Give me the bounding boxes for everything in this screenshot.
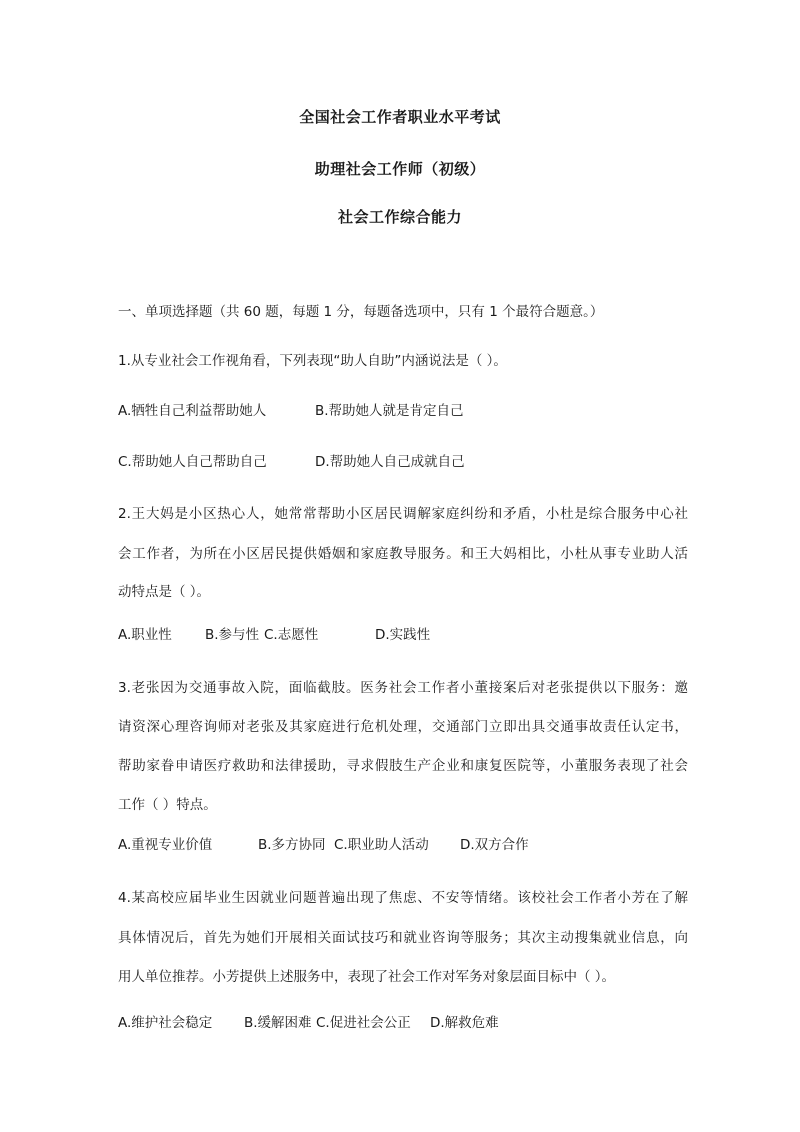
question-3-option-d: D.双方合作 — [460, 837, 529, 853]
question-3-text-line-2: 请资深心理咨询师对老张及其家庭进行危机处理，交通部门立即出具交通事故责任认定书， — [118, 719, 688, 735]
question-1-text: 1.从专业社会工作视角看，下列表现“助人自助”内涵说法是（ ）。 — [118, 353, 507, 369]
question-2-text-line-2: 会工作者，为所在小区居民提供婚姻和家庭教导服务。和王大妈相比，小杜从事专业助人活 — [118, 546, 688, 562]
question-3-option-b: B.多方协同 — [258, 837, 326, 853]
question-2-text-line-3: 动特点是（ ）。 — [118, 584, 211, 600]
question-2-option-b: B.参与性 — [205, 627, 260, 643]
question-3-text-line-4: 工作（ ）特点。 — [118, 797, 217, 813]
question-4-text-line-1: 4.某高校应届毕业生因就业问题普遍出现了焦虑、不安等情绪。该校社会工作者小芳在了解 — [118, 890, 688, 906]
question-2-text-line-1: 2.王大妈是小区热心人，她常常帮助小区居民调解家庭纠纷和矛盾，小杜是综合服务中心社 — [118, 506, 688, 522]
question-3-text-line-1: 3.老张因为交通事故入院，面临截肢。医务社会工作者小董接案后对老张提供以下服务：邀 — [118, 680, 688, 696]
question-3-option-c: C.职业助人活动 — [334, 837, 429, 853]
question-2-option-d: D.实践性 — [375, 627, 431, 643]
question-4-option-a: A.维护社会稳定 — [118, 1015, 213, 1031]
question-3-option-a: A.重视专业价值 — [118, 837, 213, 853]
exam-subject-title: 社会工作综合能力 — [337, 208, 462, 226]
question-4-text-line-2: 具体情况后，首先为她们开展相关面试技巧和就业咨询等服务；其次主动搜集就业信息，向 — [118, 930, 688, 946]
exam-title: 全国社会工作者职业水平考试 — [299, 108, 501, 126]
question-2-option-c: C.志愿性 — [264, 627, 319, 643]
question-4-option-c: C.促进社会公正 — [316, 1015, 411, 1031]
question-4-option-d: D.解救危难 — [430, 1015, 499, 1031]
question-2-option-a: A.职业性 — [118, 627, 172, 643]
question-4-option-b: B.缓解困难 — [244, 1015, 312, 1031]
question-1-option-c: C.帮助她人自己帮助自己 — [118, 454, 267, 470]
exam-level-title: 助理社会工作师（初级） — [314, 160, 486, 178]
question-1-option-b: B.帮助她人就是肯定自己 — [315, 403, 464, 419]
question-3-text-line-3: 帮助家眷申请医疗救助和法律援助，寻求假肢生产企业和康复医院等，小董服务表现了社会 — [118, 758, 688, 774]
question-4-text-line-3: 用人单位推荐。小芳提供上述服务中，表现了社会工作对军务对象层面目标中（ ）。 — [118, 969, 616, 985]
question-1-option-d: D.帮助她人自己成就自己 — [315, 454, 465, 470]
section-heading: 一、单项选择题（共 60 题，每题 1 分，每题备选项中，只有 1 个最符合题意。） — [118, 304, 604, 320]
question-1-option-a: A.牺牲自己利益帮助她人 — [118, 403, 267, 419]
